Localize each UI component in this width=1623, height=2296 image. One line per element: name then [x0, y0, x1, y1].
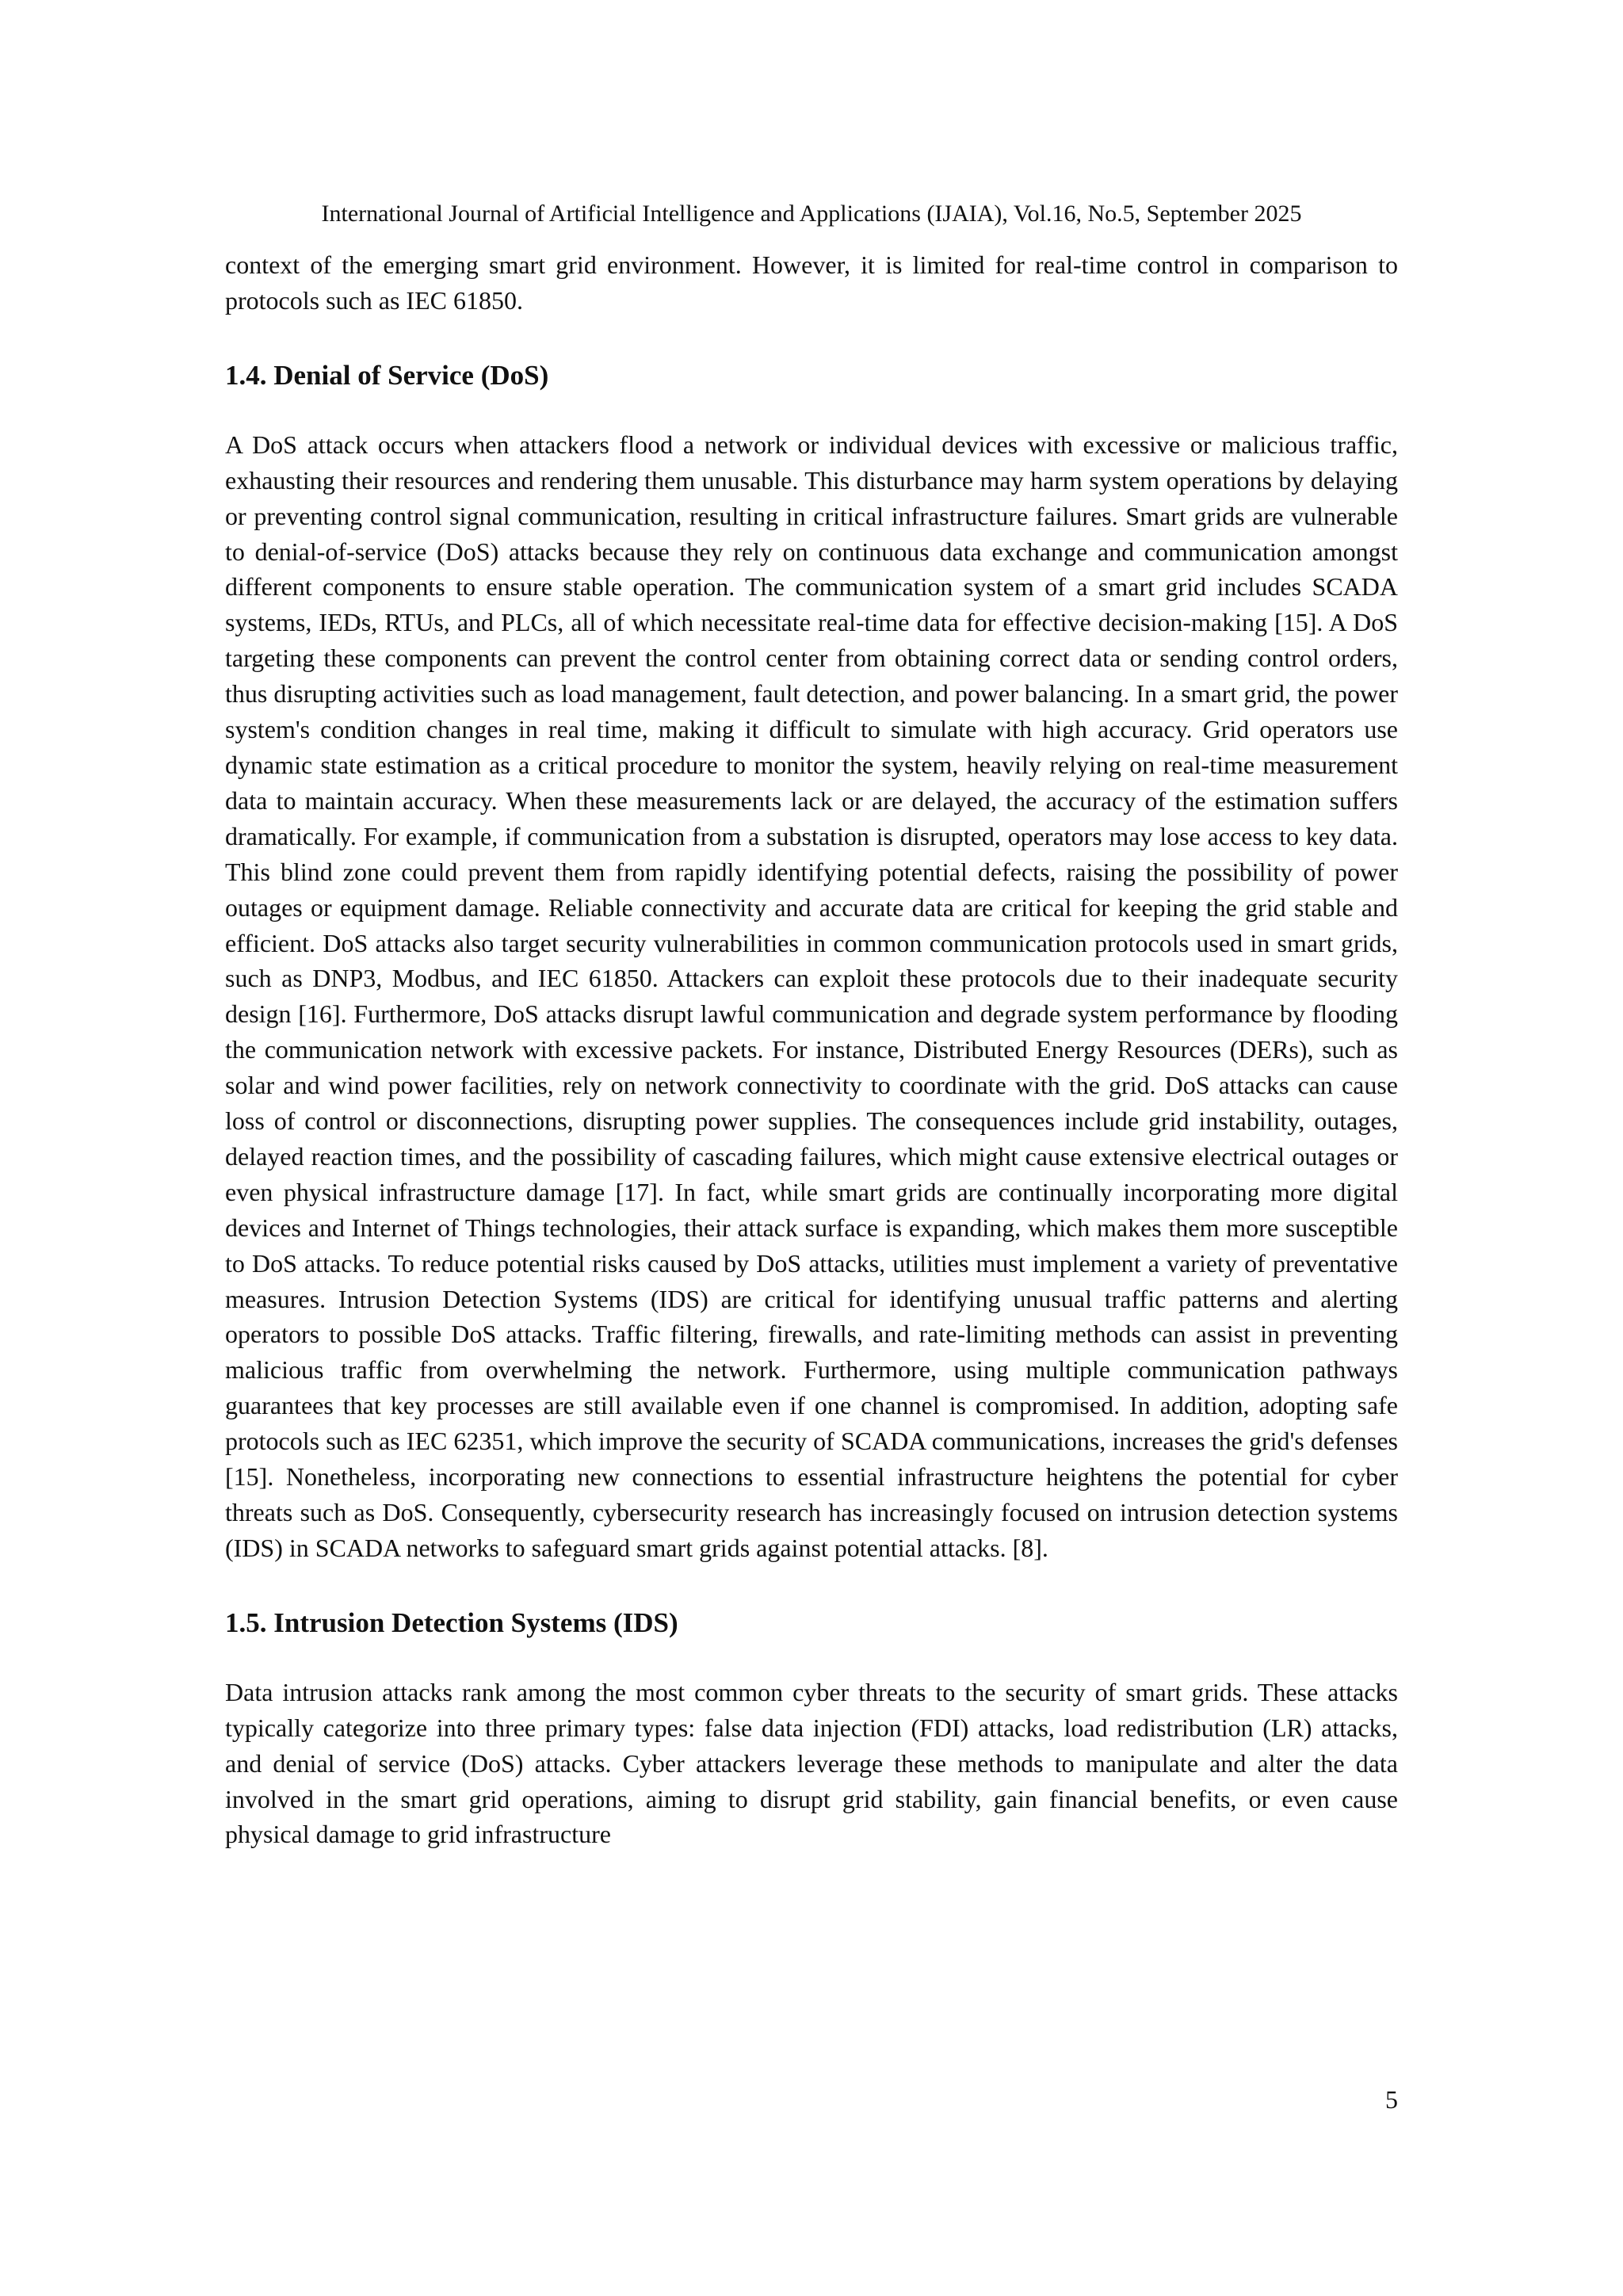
section-paragraph-dos: A DoS attack occurs when attackers flood a network or individual devices with excessive or malicious traffic, exhausting their resources and rendering them unusable. This disturbance may harm system operations by delaying or preventing control signal communication, resulting in critical infrastructure failures. Smart grids are vulnerable to denial-of-service (DoS) attacks because they rely on continuous data exchange and communication amongst different components to ensure stable operation. The communication system of a smart grid includes SCADA systems, IEDs, RTUs, and PLCs, all of which necessitate real-time data for effective decision-making [15]. A DoS targeting these components can prevent the control center from obtaining correct data or sending control orders, thus disrupting activities such as load management, fault detection, and power balancing. In a smart grid, the power system's condition changes in real time, making it difficult to simulate with high accuracy. Grid operators use dynamic state estimation as a critical procedure to monitor the system, heavily relying on real-time measurement data to maintain accuracy. When these measurements lack or are delayed, the accuracy of the estimation suffers dramatically. For example, if communication from a substation is disrupted, operators may lose access to key data. This blind zone could prevent them from rapidly identifying potential defects, raising the possibility of power outages or equipment damage. Reliable connectivity and accurate data are critical for keeping the grid stable and efficient. DoS attacks also target security vulnerabilities in common communication protocols used in smart grids, such as DNP3, Modbus, and IEC 61850. Attackers can exploit these protocols due to their inadequate security design [16]. Furthermore, DoS attacks disrupt lawful communication and degrade system performance by flooding the communication network with excessive packets. For instance, Distributed Energy Resources (DERs), such as solar and wind power facilities, rely on network connectivity to coordinate with the grid. DoS attacks can cause loss of control or disconnections, disrupting power supplies. The consequences include grid instability, outages, delayed reaction times, and the possibility of cascading failures, which might cause extensive electrical outages or even physical infrastructure damage [17]. In fact, while smart grids are continually incorporating more digital devices and Internet of Things technologies, their attack surface is expanding, which makes them more susceptible to DoS attacks. To reduce potential risks caused by DoS attacks, utilities must implement a variety of preventative measures. Intrusion Detection Systems (IDS) are critical for identifying unusual traffic patterns and alerting operators to possible DoS attacks. Traffic filtering, firewalls, and rate-limiting methods can assist in preventing malicious traffic from overwhelming the network. Furthermore, using multiple communication pathways guarantees that key processes are still available even if one channel is compromised. In addition, adopting safe protocols such as IEC 62351, which improve the security of SCADA communications, increases the grid's defenses [15]. Nonetheless, incorporating new connections to essential infrastructure heightens the potential for cyber threats such as DoS. Consequently, cybersecurity research has increasingly focused on intrusion detection systems (IDS) in SCADA networks to safeguard smart grids against potential attacks. [8]. — [225, 430, 1398, 1562]
section-heading-dos: 1.4. Denial of Service (DoS) — [225, 359, 549, 391]
running-header: International Journal of Artificial Intelligence and Applications (IJAIA), Vol.16, No.5, September 2025 — [321, 201, 1302, 227]
section-paragraph-ids: Data intrusion attacks rank among the most common cyber threats to the security of smart grids. These attacks typically categorize into three primary types: false data injection (FDI) attacks, load redistribution (LR) attacks, and denial of service (DoS) attacks. Cyber attackers leverage these methods to manipulate and alter the data involved in the smart grid operations, aiming to disrupt grid stability, gain financial benefits, or even cause physical damage to grid infrastructure — [225, 1677, 1398, 1849]
page-body — [225, 247, 1398, 1852]
section-heading-ids: 1.5. Intrusion Detection Systems (IDS) — [225, 1606, 678, 1638]
page-number: 5 — [1385, 2085, 1398, 2114]
continuation-paragraph: context of the emerging smart grid environment. However, it is limited for real-time control in comparison to protocols such as IEC 61850. — [225, 250, 1398, 315]
